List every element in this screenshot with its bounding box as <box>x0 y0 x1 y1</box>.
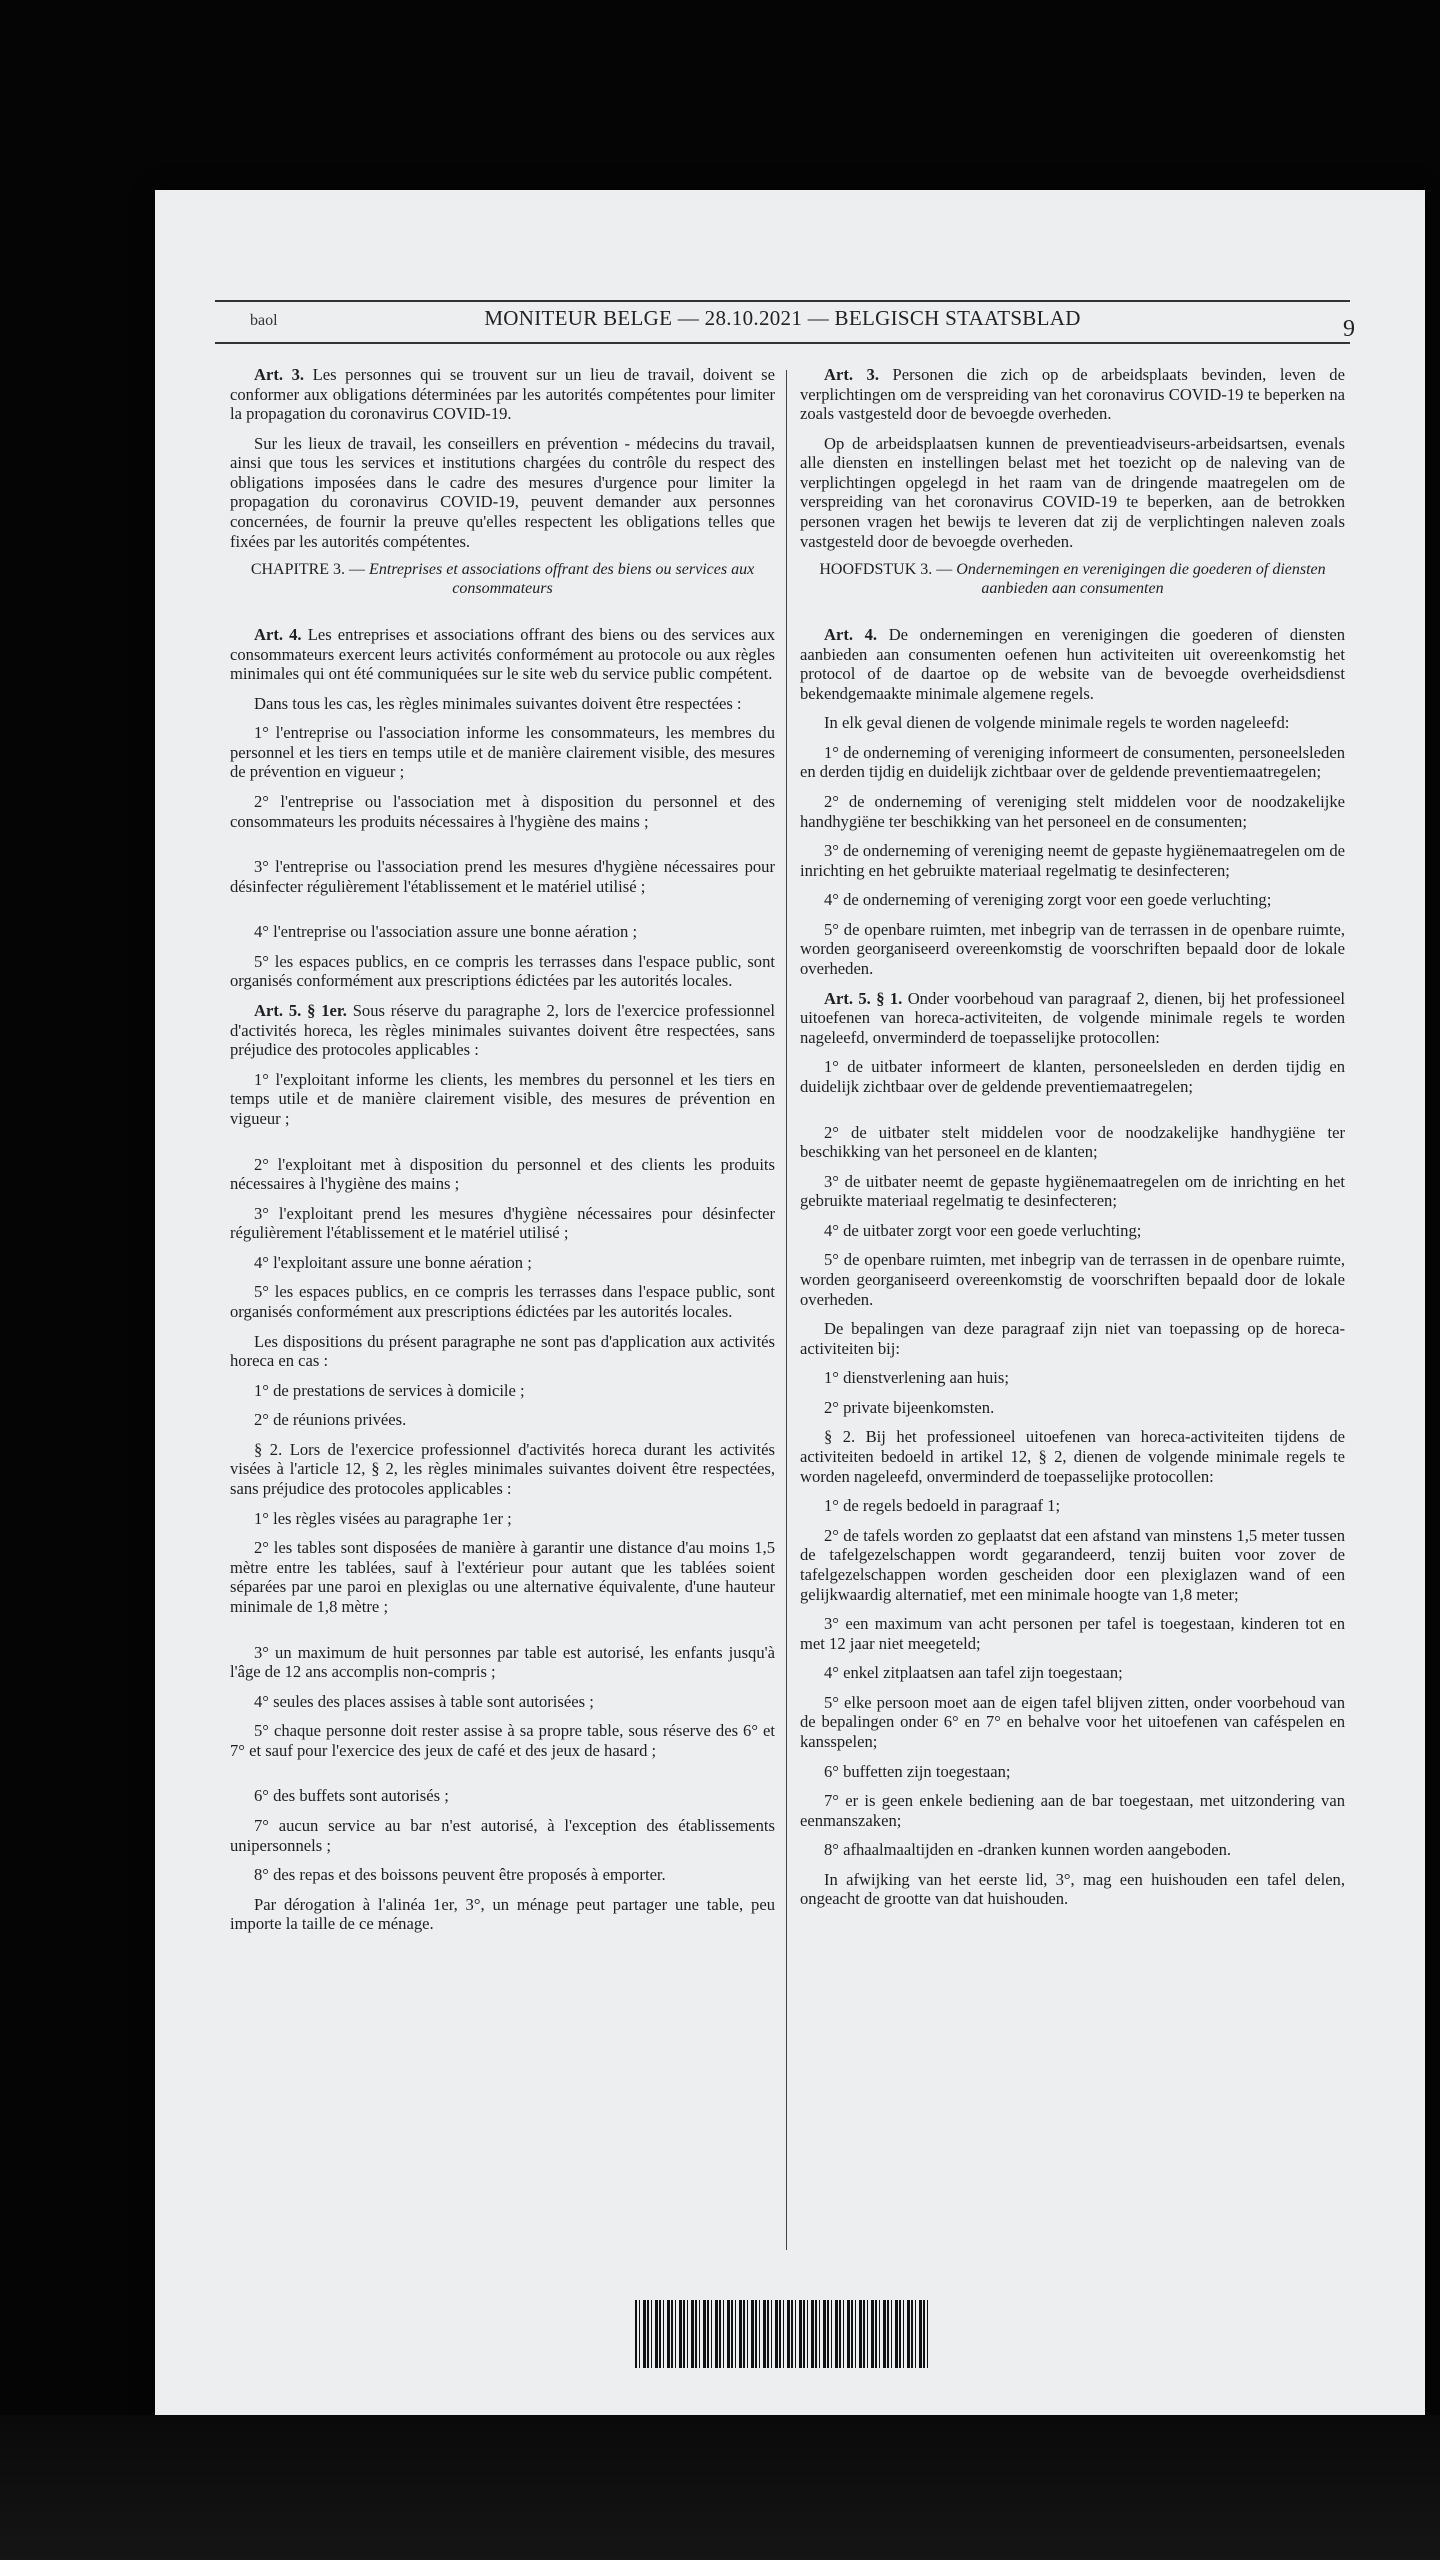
nl-art5-item-1: 1° de uitbater informeert de klanten, personeelsleden en derden tijdig en duidelijk zichtbaar over de geldende preventiemaatregelen; <box>800 1057 1345 1096</box>
nl-par2-p2: In afwijking van het eerste lid, 3°, mag een huishouden een tafel delen, ongeacht de grootte van dat huishouden. <box>800 1869 1345 1909</box>
nl-art4-text: De ondernemingen en verenigingen die goederen of diensten aanbieden aan consumenten oefenen hun activiteiten uit overeenkomstig het protocol of de daartoe op de website van de bevoegde overheidsdienst bekendgemaakte minimale algemene regels. <box>800 624 1345 703</box>
nl-art4-p2: In elk geval dienen de volgende minimale regels te worden nageleefd: <box>824 713 1290 733</box>
fr-art5-item-3: 3° l'exploitant prend les mesures d'hygiène nécessaires pour désinfecter régulièrement l'établissement et le matériel utilisé ; <box>230 1203 775 1243</box>
fr-art5-text: Sous réserve du paragraphe 2, lors de l'exercice professionnel d'activités horeca, les règles minimales suivantes doivent être respectées, sans préjudice des protocoles applicables : <box>230 1001 775 1060</box>
column-divider <box>786 370 787 2250</box>
fr-par2-item-3: 3° un maximum de huit personnes par table est autorisé, les enfants jusqu'à l'âge de 12 ans accomplis non-compris ; <box>230 1642 775 1682</box>
fr-par2-p1: § 2. Lors de l'exercice professionnel d'activités horeca durant les activités visées à l'article 12, § 2, les règles minimales suivantes doivent être respectées, sans préjudice des protocoles applicables : <box>230 1439 775 1499</box>
fr-art4-label: Art. 4. <box>254 624 302 644</box>
dutch-column <box>800 365 1345 2260</box>
nl-chapter-label: HOOFDSTUK 3. — <box>819 561 953 579</box>
nl-art5-item-2: 2° de uitbater stelt middelen voor de noodzakelijke handhygiëne ter beschikking van het personeel en de klanten; <box>800 1122 1345 1162</box>
nl-art5-label: Art. 5. § 1. <box>824 988 903 1008</box>
fr-par2-item-4: 4° seules des places assises à table sont autorisées ; <box>254 1691 594 1711</box>
page-number: 9 <box>1343 316 1355 342</box>
fr-par2-item-6: 6° des buffets sont autorisés ; <box>254 1786 449 1806</box>
fr-par2-item-7: 7° aucun service au bar n'est autorisé, à l'exception des établissements unipersonnels ; <box>230 1815 775 1855</box>
fr-art5-case-2: 2° de réunions privées. <box>254 1410 407 1430</box>
fr-art3-p2: Sur les lieux de travail, les conseillers en prévention - médecins du travail, ainsi que tous les services et institutions chargées du contrôle du respect des obligations imposées dans le cadre des mesures d'urgence pour limiter la propagation du coronavirus COVID-19, peuvent demander aux personnes concernées, de fournir la preuve qu'elles respectent les obligations telles que fixées par les autorités compétentes. <box>230 433 775 551</box>
fr-par2-item-5: 5° chaque personne doit rester assise à sa propre table, sous réserve des 6° et 7° et sauf pour l'exercice des jeux de café et des jeux de hasard ; <box>230 1721 775 1760</box>
fr-art5-item-5: 5° les espaces publics, en ce compris les terrasses dans l'espace public, sont organisés conformément aux prescriptions édictées par les autorités locales. <box>230 1282 775 1321</box>
fr-art5-item-1: 1° l'exploitant informe les clients, les membres du personnel et les tiers en temps utile et de manière clairement visible, des mesures de prévention en vigueur ; <box>230 1069 775 1128</box>
nl-par2-p1: § 2. Bij het professioneel uitoefenen van horeca-activiteiten tijdens de activiteiten bedoeld in artikel 12, § 2, dienen de volgende minimale regels te worden nageleefd, onverminderd de toepasselijke protocollen: <box>800 1427 1345 1486</box>
nl-art5-item-3: 3° de uitbater neemt de gepaste hygiënemaatregelen om de inrichting en het gebruikte materiaal regelmatig te desinfecteren; <box>800 1171 1345 1211</box>
header-title: MONITEUR BELGE — 28.10.2021 — BELGISCH STAATSBLAD <box>484 306 1081 330</box>
nl-art4-item-1: 1° de onderneming of vereniging informeert de consumenten, personeelsleden en derden tijdig en duidelijk zichtbaar over de geldende preventiemaatregelen; <box>800 742 1345 782</box>
fr-art4-item-5: 5° les espaces publics, en ce compris les terrasses dans l'espace public, sont organisés conformément aux prescriptions édictées par les autorités locales. <box>230 951 775 991</box>
fr-chapter-label: CHAPITRE 3. — <box>250 561 366 579</box>
nl-par2-item-7: 7° er is geen enkele bediening aan de bar toegestaan, met uitzondering van eenmanszaken; <box>800 1791 1345 1830</box>
fr-art4-p2: Dans tous les cas, les règles minimales suivantes doivent être respectées : <box>254 693 742 713</box>
fr-art3-p1 <box>230 365 775 424</box>
nl-art3-label: Art. 3. <box>824 365 879 384</box>
fr-chapter-heading <box>230 561 775 599</box>
nl-chapter-heading <box>800 561 1345 599</box>
page-header <box>215 300 1355 344</box>
nl-art4-label: Art. 4. <box>824 624 878 644</box>
nl-art5-p1 <box>800 989 1345 1048</box>
nl-chapter-title: Ondernemingen en verenigingen die goederen of diensten aanbieden aan consumenten <box>956 561 1326 598</box>
fr-art4-item-4: 4° l'entreprise ou l'association assure une bonne aération ; <box>254 922 638 942</box>
fr-par2-item-1: 1° les règles visées au paragraphe 1er ; <box>254 1508 512 1528</box>
nl-art5-item-5: 5° de openbare ruimten, met inbegrip van de terrassen in de openbare ruimte, worden georganiseerd overeenkomstig de voorschriften bepaald door de lokale overheden. <box>800 1250 1345 1309</box>
fr-par2-p2: Par dérogation à l'alinéa 1er, 3°, un ménage peut partager une table, peu importe la taille de ce ménage. <box>230 1894 775 1934</box>
nl-art5-case-1: 1° dienstverlening aan huis; <box>824 1368 1009 1388</box>
fr-art4-item-2: 2° l'entreprise ou l'association met à disposition du personnel et des consommateurs les produits nécessaires à l'hygiène des mains ; <box>230 792 775 831</box>
nl-art4-item-4: 4° de onderneming of vereniging zorgt voor een goede verluchting; <box>824 890 1272 910</box>
nl-art3-p1 <box>800 365 1345 424</box>
fr-art5-p2: Les dispositions du présent paragraphe ne sont pas d'application aux activités horeca en cas : <box>230 1331 775 1371</box>
nl-art4-item-2: 2° de onderneming of vereniging stelt middelen voor de noodzakelijke handhygiëne ter beschikking van het personeel en de consumenten; <box>800 792 1345 831</box>
nl-art5-item-4: 4° de uitbater zorgt voor een goede verluchting; <box>824 1220 1142 1240</box>
fr-art4-item-1: 1° l'entreprise ou l'association informe les consommateurs, les membres du personnel et les tiers en temps utile et de manière clairement visible, des mesures de prévention en vigueur ; <box>230 723 775 782</box>
header-left-text: baol <box>250 312 278 329</box>
nl-par2-item-5: 5° elke persoon moet aan de eigen tafel blijven zitten, onder voorbehoud van de bepalingen onder 6° en 7° en behalve voor het uitoefenen van caféspelen en kansspelen; <box>800 1692 1345 1751</box>
fr-chapter-title: Entreprises et associations offrant des biens ou services aux consommateurs <box>369 561 755 598</box>
fr-art3-text: Les personnes qui se trouvent sur un lieu de travail, doivent se conformer aux obligations déterminées par les autorités compétentes pour limiter la propagation du coronavirus COVID-19. <box>230 365 775 424</box>
fr-art5-case-1: 1° de prestations de services à domicile ; <box>254 1380 525 1400</box>
nl-art4-p1 <box>800 625 1345 703</box>
nl-par2-item-4: 4° enkel zitplaatsen aan tafel zijn toegestaan; <box>824 1663 1123 1683</box>
fr-art3-label: Art. 3. <box>254 365 305 384</box>
nl-par2-item-1: 1° de regels bedoeld in paragraaf 1; <box>824 1496 1061 1516</box>
french-column <box>230 365 775 2260</box>
fr-par2-item-8: 8° des repas et des boissons peuvent être proposés à emporter. <box>254 1865 666 1885</box>
nl-par2-item-3: 3° een maximum van acht personen per tafel is toegestaan, kinderen tot en met 12 jaar niet meegeteld; <box>800 1614 1345 1653</box>
fr-art5-item-2: 2° l'exploitant met à disposition du personnel et des clients les produits nécessaires à l'hygiène des mains ; <box>230 1154 775 1194</box>
nl-art3-text: Personen die zich op de arbeidsplaats bevinden, leven de verplichtingen om de verspreiding van het coronavirus COVID-19 te beperken na zoals vastgesteld door de bevoegde overheden. <box>800 365 1345 424</box>
nl-par2-item-6: 6° buffetten zijn toegestaan; <box>824 1761 1011 1781</box>
nl-art5-p2: De bepalingen van deze paragraaf zijn niet van toepassing op de horeca-activiteiten bij: <box>800 1319 1345 1358</box>
fr-art4-text: Les entreprises et associations offrant des biens ou des services aux consommateurs exercent leurs activités conformément au protocole ou aux règles minimales qui ont été communiquées sur le site web du service public compétent. <box>230 624 775 684</box>
document-page <box>155 190 1425 2415</box>
fr-par2-item-2: 2° les tables sont disposées de manière à garantir une distance d'au moins 1,5 mètre entre les tablées, sauf à l'extérieur pour autant que les tablées soient séparées par une paroi en plexiglas ou une alternative équivalente, d'une hauteur minimale de 1,8 mètre ; <box>230 1538 775 1616</box>
fr-art5-p1 <box>230 1001 775 1060</box>
nl-art5-text: Onder voorbehoud van paragraaf 2, dienen, bij het professioneel uitoefenen van horeca-activiteiten, de volgende minimale regels te worden nageleefd, onverminderd de toepasselijke protocollen: <box>800 988 1345 1047</box>
background-shadow <box>0 2415 1440 2560</box>
nl-art3-p2: Op de arbeidsplaatsen kunnen de preventieadviseurs-arbeidsartsen, evenals alle diensten en instellingen belast met het toezicht op de naleving van de verplichtingen opgelegd in het raam van de dringende maatregelen om de verspreiding van het coronavirus COVID-19 te beperken, aan de betrokken personen vragen het bewijs te leveren dat zij de verplichtingen naleven zoals vastgesteld door de bevoegde overheden. <box>800 433 1345 551</box>
nl-art4-item-3: 3° de onderneming of vereniging neemt de gepaste hygiënemaatregelen om de inrichting en het gebruikte materiaal regelmatig te desinfecteren; <box>800 841 1345 880</box>
nl-art4-item-5: 5° de openbare ruimten, met inbegrip van de terrassen in de openbare ruimte, worden georganiseerd overeenkomstig de voorschriften bepaald door de lokale overheden. <box>800 919 1345 979</box>
fr-art4-item-3: 3° l'entreprise ou l'association prend les mesures d'hygiène nécessaires pour désinfecter régulièrement l'établissement et le matériel utilisé ; <box>230 857 775 896</box>
nl-par2-item-8: 8° afhaalmaaltijden en -dranken kunnen worden aangeboden. <box>824 1840 1232 1860</box>
barcode <box>635 2300 930 2368</box>
nl-art5-case-2: 2° private bijeenkomsten. <box>824 1397 995 1417</box>
nl-par2-item-2: 2° de tafels worden zo geplaatst dat een afstand van minstens 1,5 meter tussen de tafelgezelschappen wordt gegarandeerd, tenzij buiten voor zover de tafelgezelschappen worden gescheiden door een plexiglazen wand of een gelijkwaardig alternatief, met een minimale hoogte van 1,8 meter; <box>800 1525 1345 1604</box>
fr-art4-p1 <box>230 625 775 684</box>
fr-art5-label: Art. 5. § 1er. <box>254 1001 347 1021</box>
fr-art5-item-4: 4° l'exploitant assure une bonne aération ; <box>254 1252 532 1272</box>
